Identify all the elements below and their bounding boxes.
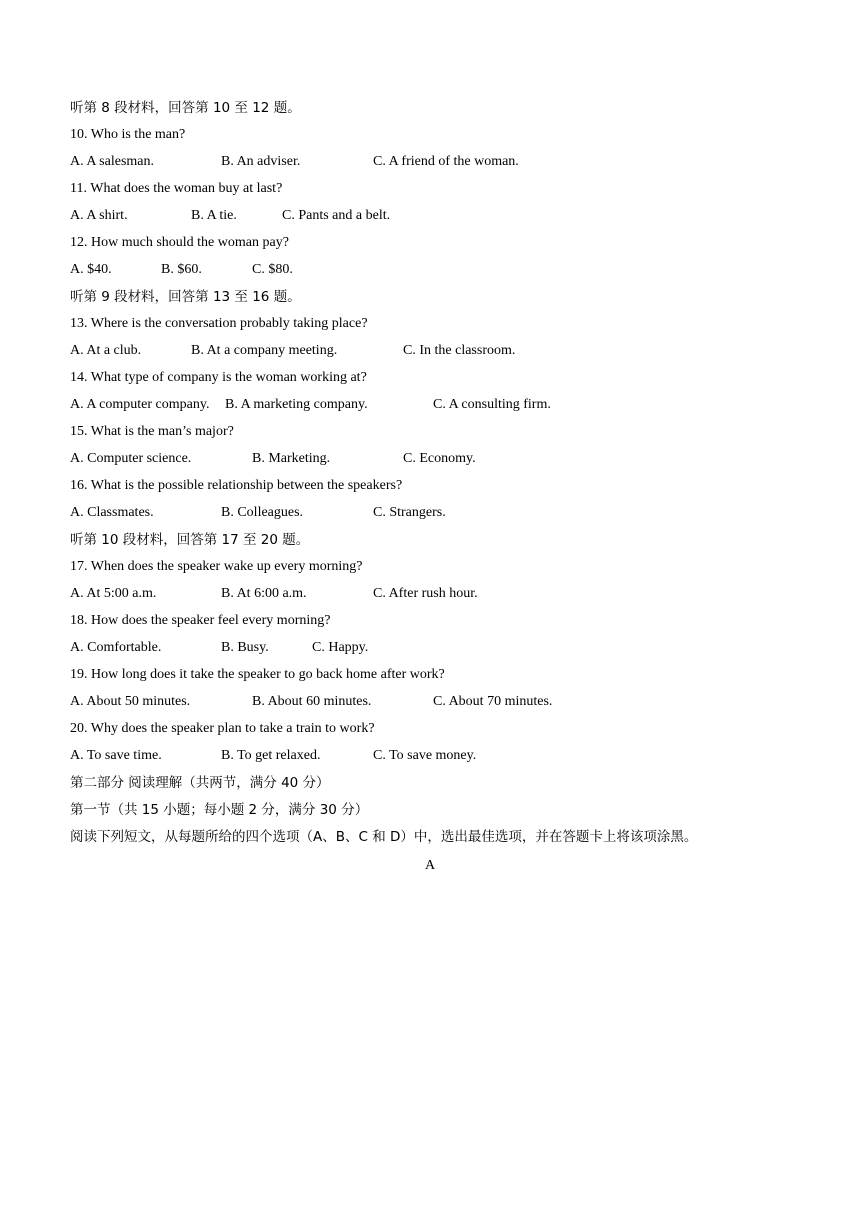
- option-c: C. After rush hour.: [373, 586, 478, 601]
- part-2-section-1: 第一节（共 15 小题；每小题 2 分，满分 30 分）: [70, 802, 369, 818]
- option-a: A. About 50 minutes.: [70, 694, 191, 709]
- option-c: C. $80.: [252, 262, 293, 277]
- question-17: 17. When does the speaker wake up every morning?: [70, 559, 363, 574]
- question-12: 12. How much should the woman pay?: [70, 235, 289, 250]
- option-b: B. An adviser.: [221, 154, 301, 169]
- option-c: C. In the classroom.: [403, 343, 516, 358]
- option-b: B. $60.: [161, 262, 202, 277]
- option-b: B. Busy.: [221, 640, 269, 655]
- option-b: B. At 6:00 a.m.: [221, 586, 307, 601]
- question-18: 18. How does the speaker feel every morning?: [70, 613, 331, 628]
- part-2-title: 第二部分 阅读理解（共两节，满分 40 分）: [70, 775, 330, 791]
- question-19: 19. How long does it take the speaker to go back home after work?: [70, 667, 445, 682]
- part-2-instructions: 阅读下列短文，从每题所给的四个选项（A、B、C 和 D）中，选出最佳选项，并在答题卡上将该项涂黑。: [70, 829, 698, 845]
- question-13: 13. Where is the conversation probably taking place?: [70, 316, 368, 331]
- question-11: 11. What does the woman buy at last?: [70, 181, 283, 196]
- option-c: C. To save money.: [373, 748, 477, 763]
- option-a: A. A salesman.: [70, 154, 154, 169]
- option-a: A. To save time.: [70, 748, 162, 763]
- option-c: C. A consulting firm.: [433, 397, 551, 412]
- section-9-header: 听第 9 段材料，回答第 13 至 16 题。: [70, 289, 301, 305]
- option-b: B. To get relaxed.: [221, 748, 321, 763]
- passage-label: A: [424, 858, 436, 873]
- option-c: C. Economy.: [403, 451, 476, 466]
- section-8-header: 听第 8 段材料，回答第 10 至 12 题。: [70, 100, 301, 116]
- option-c: C. Happy.: [312, 640, 369, 655]
- option-c: C. Strangers.: [373, 505, 446, 520]
- option-b: B. A tie.: [191, 208, 237, 223]
- option-b: B. Colleagues.: [221, 505, 304, 520]
- option-a: A. Comfortable.: [70, 640, 162, 655]
- option-c: C. About 70 minutes.: [433, 694, 553, 709]
- option-a: A. A shirt.: [70, 208, 128, 223]
- question-20: 20. Why does the speaker plan to take a train to work?: [70, 721, 375, 736]
- section-10-header: 听第 10 段材料，回答第 17 至 20 题。: [70, 532, 310, 548]
- question-15: 15. What is the man’s major?: [70, 424, 234, 439]
- question-14: 14. What type of company is the woman working at?: [70, 370, 367, 385]
- option-a: A. At 5:00 a.m.: [70, 586, 157, 601]
- option-b: B. About 60 minutes.: [252, 694, 372, 709]
- option-b: B. A marketing company.: [225, 397, 368, 412]
- option-a: A. A computer company.: [70, 397, 210, 412]
- option-a: A. Computer science.: [70, 451, 192, 466]
- question-10: 10. Who is the man?: [70, 127, 186, 142]
- option-a: A. At a club.: [70, 343, 142, 358]
- option-b: B. At a company meeting.: [191, 343, 338, 358]
- option-a: A. Classmates.: [70, 505, 154, 520]
- option-b: B. Marketing.: [252, 451, 331, 466]
- option-c: C. Pants and a belt.: [282, 208, 391, 223]
- question-16: 16. What is the possible relationship between the speakers?: [70, 478, 403, 493]
- option-c: C. A friend of the woman.: [373, 154, 519, 169]
- option-a: A. $40.: [70, 262, 112, 277]
